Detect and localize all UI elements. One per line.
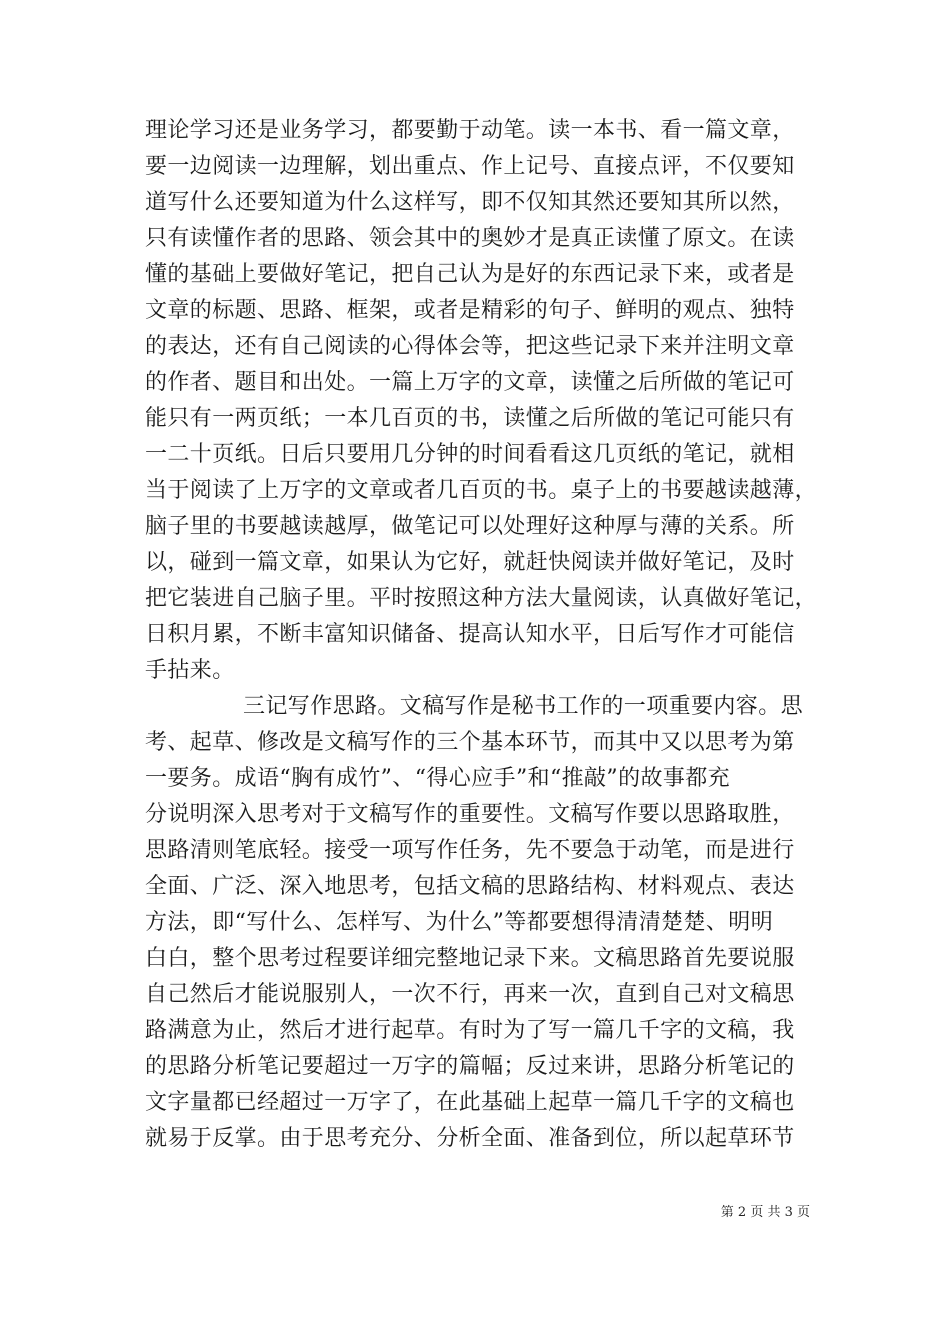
text-line: 方法，即“写什么、怎样写、为什么”等都要想得清清楚楚、明明 (145, 910, 774, 935)
text-line: 的作者、题目和出处。一篇上万字的文章，读懂之后所做的笔记可 (145, 370, 795, 395)
text-line: 当于阅读了上万字的文章或者几百页的书。桌子上的书要越读越薄， (145, 478, 817, 503)
text-line: 的表达，还有自己阅读的心得体会等，把这些记录下来并注明文章 (145, 334, 795, 359)
page-number: 第 2 页 共 3 页 (720, 1205, 810, 1220)
text-line: 把它装进自己脑子里。平时按照这种方法大量阅读，认真做好笔记， (145, 586, 817, 611)
text-line: 脑子里的书要越读越厚，做笔记可以处理好这种厚与薄的关系。所 (145, 514, 795, 539)
text-line: 理论学习还是业务学习，都要勤于动笔。读一本书、看一篇文章， (145, 118, 795, 143)
text-line: 只有读懂作者的思路、领会其中的奥妙才是真正读懂了原文。在读 (145, 226, 795, 251)
text-line: 能只有一两页纸；一本几百页的书，读懂之后所做的笔记可能只有 (145, 406, 795, 431)
text-line: 文字量都已经超过一万字了，在此基础上起草一篇几千字的文稿也 (145, 1090, 795, 1115)
text-line: 分说明深入思考对于文稿写作的重要性。文稿写作要以思路取胜， (145, 802, 795, 827)
text-line: 路满意为止，然后才进行起草。有时为了写一篇几千字的文稿，我 (145, 1018, 795, 1043)
text-line: 懂的基础上要做好笔记，把自己认为是好的东西记录下来，或者是 (145, 262, 795, 287)
text-line: 文章的标题、思路、框架，或者是精彩的句子、鲜明的观点、独特 (145, 298, 795, 323)
text-line: 日积月累，不断丰富知识储备、提高认知水平，日后写作才可能信 (145, 622, 795, 647)
text-line: 以，碰到一篇文章，如果认为它好，就赶快阅读并做好笔记，及时 (145, 550, 795, 575)
text-line: 道写什么还要知道为什么这样写，即不仅知其然还要知其所以然， (145, 190, 795, 215)
text-line: 一二十页纸。日后只要用几分钟的时间看看这几页纸的笔记，就相 (145, 442, 795, 467)
text-line: 的思路分析笔记要超过一万字的篇幅；反过来讲，思路分析笔记的 (145, 1054, 795, 1079)
text-line: 手拈来。 (145, 658, 235, 683)
text-line: 全面、广泛、深入地思考，包括文稿的思路结构、材料观点、表达 (145, 874, 795, 899)
text-line: 自己然后才能说服别人，一次不行，再来一次，直到自己对文稿思 (145, 982, 795, 1007)
text-line: 思路清则笔底轻。接受一项写作任务，先不要急于动笔，而是进行 (145, 838, 795, 863)
text-line: 考、起草、修改是文稿写作的三个基本环节，而其中又以思考为第 (145, 730, 795, 755)
paragraph-start-line: 三记写作思路。文稿写作是秘书工作的一项重要内容。思 (243, 694, 804, 719)
text-line: 白白，整个思考过程要详细完整地记录下来。文稿思路首先要说服 (145, 946, 795, 971)
text-line: 就易于反掌。由于思考充分、分析全面、准备到位，所以起草环节 (145, 1126, 795, 1151)
text-line: 一要务。成语“胸有成竹”、“得心应手”和“推敲”的故事都充 (145, 766, 731, 791)
body-text (145, 113, 817, 1157)
text-line: 要一边阅读一边理解，划出重点、作上记号、直接点评，不仅要知 (145, 154, 795, 179)
